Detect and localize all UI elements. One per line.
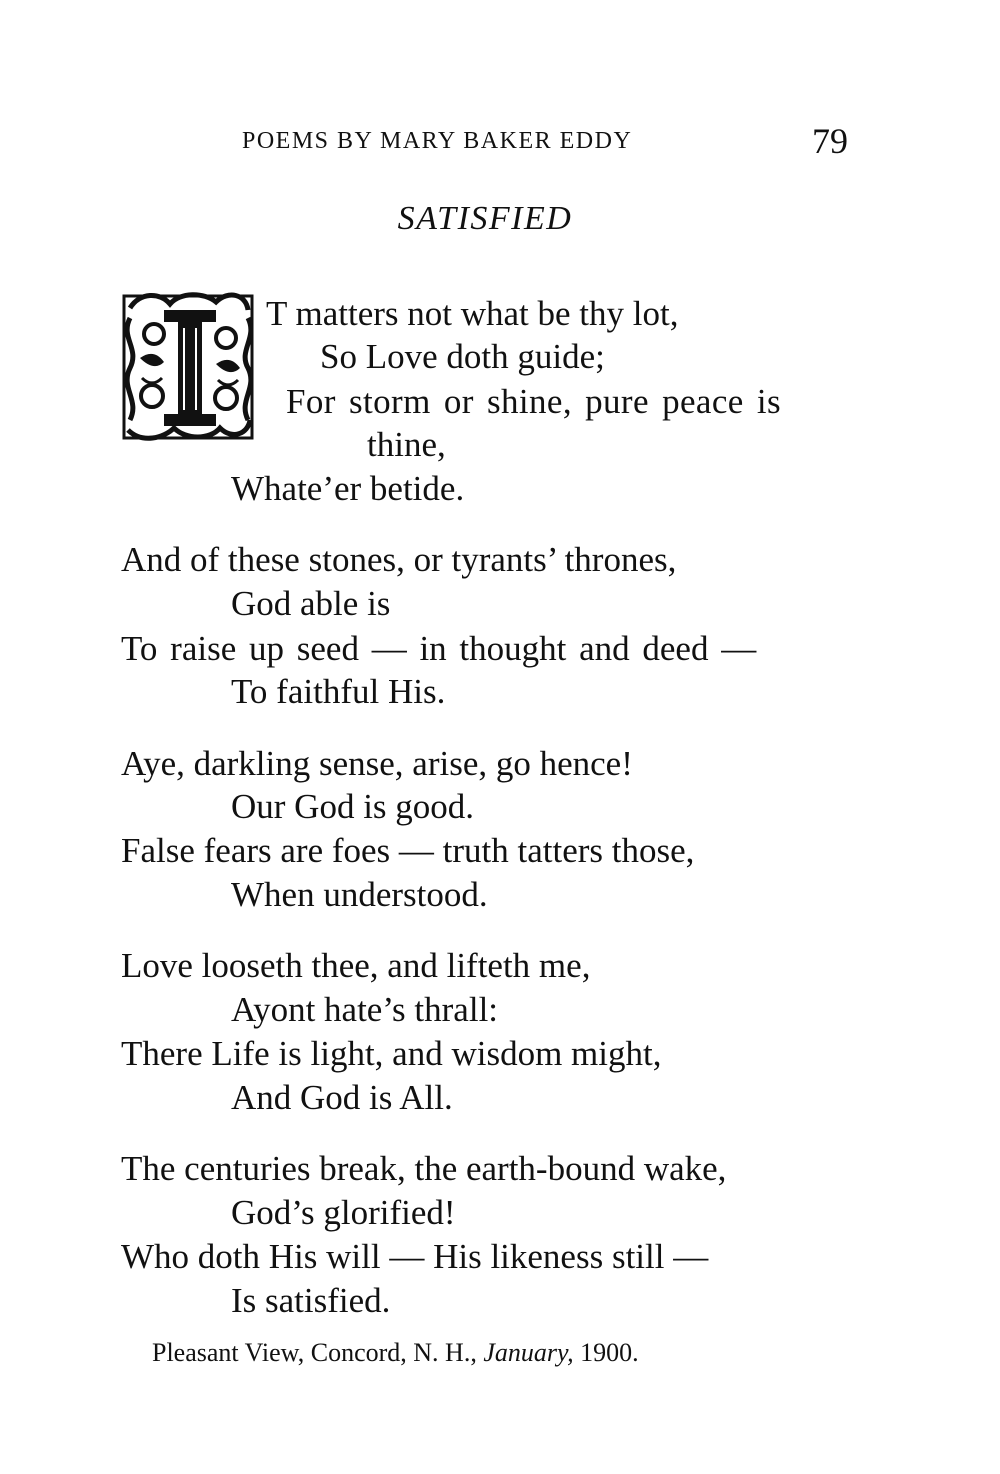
poem-line: Ayont hate’s thrall: bbox=[231, 990, 499, 1029]
poem-line: The centuries break, the earth-bound wake, bbox=[121, 1149, 727, 1188]
dateline-place: Pleasant View, Concord, N. H., bbox=[152, 1338, 477, 1367]
dateline-month: January, bbox=[483, 1338, 574, 1367]
poem-line: Love looseth thee, and lifteth me, bbox=[121, 946, 591, 985]
running-header bbox=[242, 120, 852, 160]
poem-line: God’s glorified! bbox=[231, 1193, 456, 1232]
dateline-year: 1900. bbox=[580, 1338, 639, 1367]
poem-line: And God is All. bbox=[231, 1078, 453, 1117]
poem-line: There Life is light, and wisdom might, bbox=[121, 1034, 662, 1073]
decorated-initial-i-icon bbox=[120, 288, 260, 446]
poem-line: And of these stones, or tyrants’ thrones, bbox=[121, 540, 677, 579]
poem-line: To raise up seed — in thought and deed — bbox=[121, 629, 757, 668]
poem-line: Who doth His will — His likeness still — bbox=[121, 1237, 709, 1276]
dateline bbox=[152, 1338, 639, 1368]
decorated-initial bbox=[120, 288, 260, 446]
poem-line: T matters not what be thy lot, bbox=[266, 294, 679, 333]
poem-line: God able is bbox=[231, 584, 391, 623]
poem-line: To faithful His. bbox=[231, 672, 446, 711]
poem-title: SATISFIED bbox=[397, 200, 573, 237]
poem-line: For storm or shine, pure peace is bbox=[286, 382, 782, 421]
poem-line: So Love doth guide; bbox=[320, 337, 605, 376]
poem-line: False fears are foes — truth tatters those, bbox=[121, 831, 695, 870]
poem-line: Is satisfied. bbox=[231, 1281, 391, 1320]
running-head: POEMS BY MARY BAKER EDDY bbox=[242, 128, 633, 154]
poem-line: When understood. bbox=[231, 875, 488, 914]
poem-line: Our God is good. bbox=[231, 787, 475, 826]
poem-line: Whate’er betide. bbox=[231, 469, 465, 508]
page-number: 79 bbox=[812, 121, 848, 161]
poem-line: thine, bbox=[367, 425, 446, 464]
poem-line: Aye, darkling sense, arise, go hence! bbox=[121, 744, 633, 783]
